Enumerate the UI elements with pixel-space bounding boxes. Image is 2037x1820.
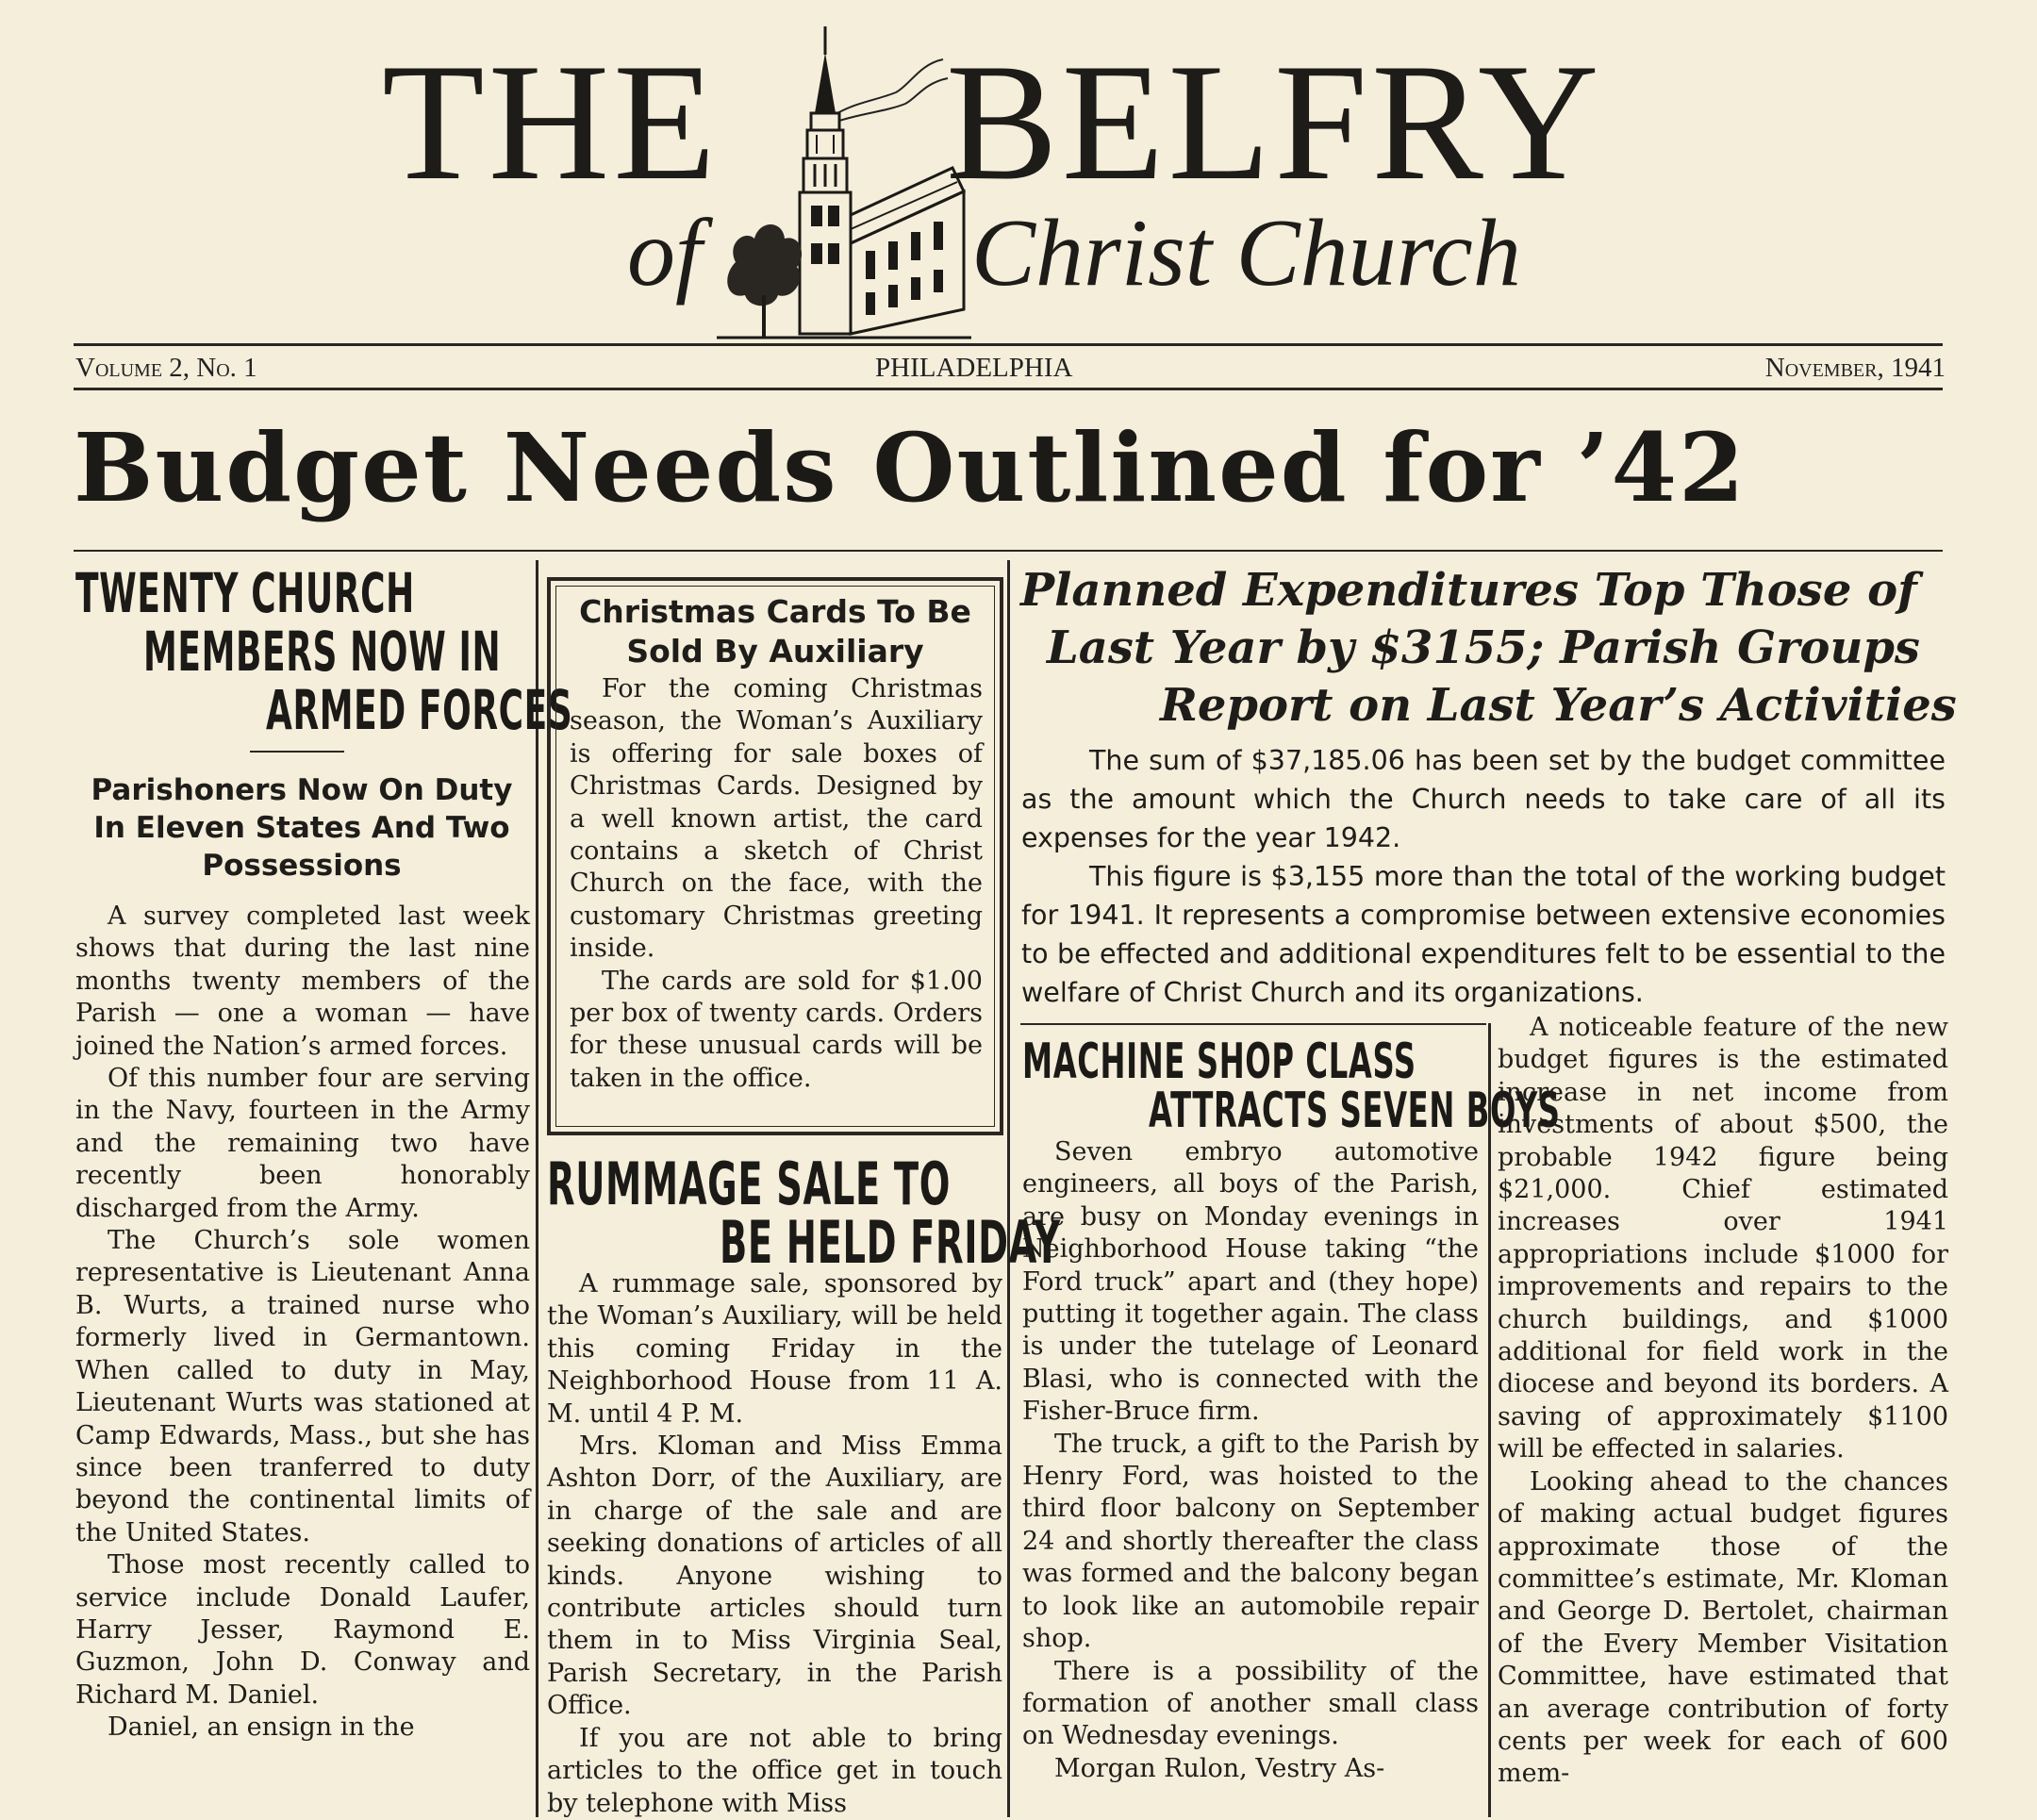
machine-shop-headline-line-1: MACHINE SHOP CLASS bbox=[1022, 1034, 1416, 1090]
armed-forces-paragraph-5: Daniel, an ensign in the bbox=[108, 1712, 415, 1743]
budget-continued-article bbox=[1498, 1012, 1948, 1791]
masthead-title-the: THE bbox=[382, 28, 720, 215]
christmas-cards-paragraph-1: For the coming Christmas season, the Woman’s Auxiliary is offering for sale boxes of Christmas Cards. Designed by a well known artist, the card contains a sketch of Christ Church on the face, with the customary Christmas greeting inside. bbox=[570, 674, 983, 964]
masthead-top-rule bbox=[74, 343, 1943, 346]
main-headline: Budget Needs Outlined for ’42 bbox=[74, 412, 1747, 523]
budget-headline-line-3: Report on Last Year’s Activities bbox=[1160, 679, 1957, 732]
issue-date: November, 1941 bbox=[1764, 353, 1946, 383]
rummage-paragraph-2: Mrs. Kloman and Miss Emma Ashton Dorr, of the Auxiliary, are in charge of the sale and are seeking donations of articles of all kinds. Anyone wishing to contribute articles should turn them in to Miss Virginia Seal, Parish Secretary, in the Parish Office. bbox=[547, 1431, 1002, 1721]
budget-paragraph-1: The sum of $37,185.06 has been set by the budget committee as the amount which the Church needs to take care of all its expenses for the year 1942. bbox=[1021, 745, 1946, 853]
budget-continued-paragraph-1: A noticeable feature of the new budget figures is the estimated increase in net income from investments of about $500, the probable 1942 figure being $21,000. Chief estimated increases over 1941 appropriations include $1000 for improvements and repairs to the church buildings, and $1000 additional for field work in the diocese and beyond its borders. A saving of approximately $1100 will be effected in salaries. bbox=[1498, 1013, 1948, 1464]
armed-forces-paragraph-4: Those most recently called to service include Donald Laufer, Harry Jesser, Raymond E. Guzmon, John D. Conway and Richard M. Daniel. bbox=[75, 1550, 530, 1710]
masthead-subtitle-church: Christ Church bbox=[971, 200, 1521, 306]
armed-forces-article bbox=[75, 901, 530, 1745]
budget-headline-line-1: Planned Expenditures Top Those of bbox=[1020, 564, 1917, 617]
church-illustration bbox=[717, 26, 971, 342]
rummage-headline-line-2: BE HELD FRIDAY bbox=[720, 1208, 1061, 1277]
budget-continued-paragraph-2: Looking ahead to the chances of making actual budget figures approximate those of the committee’s estimate, Mr. Kloman and George D. Bertolet, chairman of the Every Member Visitation Committee, have estimated that an average contribution of forty cents per week for each of 600 mem- bbox=[1498, 1466, 1948, 1789]
budget-article bbox=[1021, 741, 1946, 1012]
column-rule-3 bbox=[1488, 1023, 1491, 1817]
armed-forces-paragraph-1: A survey completed last week shows that during the last nine months twenty members of the Parish — one a woman — have joined the Nation’s armed forces. bbox=[75, 902, 530, 1061]
machine-shop-paragraph-4: Morgan Rulon, Vestry As- bbox=[1054, 1753, 1385, 1783]
armed-forces-paragraph-3: The Church’s sole women representative is Lieutenant Anna B. Wurts, a trained nurse who formerly lived in Germantown. When called to duty in May, Lieutenant Wurts was stationed at Camp Edwards, Mass., but she has since been tranferred to duty beyond the continental limits of the United States. bbox=[75, 1226, 530, 1547]
machine-shop-paragraph-3: There is a possibility of the formation of another small class on Wednesday evenings. bbox=[1022, 1656, 1479, 1751]
rummage-paragraph-1: A rummage sale, sponsored by the Woman’s Auxiliary, will be held this coming Friday in the Neighborhood House from 11 A. M. until 4 P. M. bbox=[547, 1269, 1002, 1429]
masthead-bottom-rule bbox=[74, 388, 1943, 390]
masthead-subtitle-of: of bbox=[627, 200, 703, 306]
machine-shop-article bbox=[1022, 1136, 1479, 1785]
column-rule-1 bbox=[536, 560, 538, 1817]
armed-forces-subhead: Parishoners Now On Duty In Eleven States And Two Possessions bbox=[91, 773, 513, 883]
volume-number: Volume 2, No. 1 bbox=[75, 353, 257, 383]
christmas-cards-article bbox=[570, 673, 983, 1095]
city-name: PHILADELPHIA bbox=[875, 353, 1073, 383]
rummage-headline-line-1: RUMMAGE SALE TO bbox=[547, 1150, 952, 1218]
christmas-cards-paragraph-2: The cards are sold for $1.00 per box of twenty cards. Orders for these unusual cards will be taken in the office. bbox=[570, 966, 983, 1093]
budget-paragraph-2: This figure is $3,155 more than the total of the working budget for 1941. It represents a compromise between extensive economies to be effected and additional expenditures felt to be essential to the welfare of Christ Church and its organizations. bbox=[1021, 861, 1946, 1008]
christmas-cards-headline: Christmas Cards To Be Sold By Auxiliary bbox=[579, 593, 971, 670]
armed-forces-divider bbox=[250, 751, 344, 753]
armed-forces-headline-line-3: ARMED FORCES bbox=[266, 678, 573, 742]
machine-shop-top-rule bbox=[1020, 1023, 1486, 1025]
armed-forces-paragraph-2: Of this number four are serving in the Navy, fourteen in the Army and the remaining two have recently been honorably discharged from the Army. bbox=[75, 1064, 530, 1223]
masthead-title-belfry: BELFRY bbox=[946, 28, 1603, 215]
machine-shop-paragraph-2: The truck, a gift to the Parish by Henry Ford, was hoisted to the third floor balcony on September 24 and shortly thereafter the class was formed and the balcony began to look like an automobile repair shop. bbox=[1022, 1429, 1479, 1654]
christmas-cards-box bbox=[547, 577, 1003, 1135]
armed-forces-headline-line-1: TWENTY CHURCH bbox=[75, 561, 415, 625]
armed-forces-headline-line-2: MEMBERS NOW IN bbox=[143, 620, 502, 684]
column-rule-2 bbox=[1007, 560, 1010, 1817]
machine-shop-headline-line-2: ATTRACTS SEVEN BOYS bbox=[1149, 1083, 1561, 1139]
headline-rule bbox=[74, 550, 1943, 552]
budget-headline-line-2: Last Year by $3155; Parish Groups bbox=[1047, 621, 1920, 674]
rummage-article bbox=[547, 1268, 1002, 1820]
machine-shop-paragraph-1: Seven embryo automotive engineers, all boys of the Parish, are busy on Monday evenings in Neighborhood House taking “the Ford truck” apart and (they hope) putting it together again. The class is under the tutelage of Leonard Blasi, who is connected with the Fisher-Bruce firm. bbox=[1022, 1137, 1479, 1427]
rummage-paragraph-3: If you are not able to bring articles to the office get in touch by telephone with Miss bbox=[547, 1723, 1002, 1818]
